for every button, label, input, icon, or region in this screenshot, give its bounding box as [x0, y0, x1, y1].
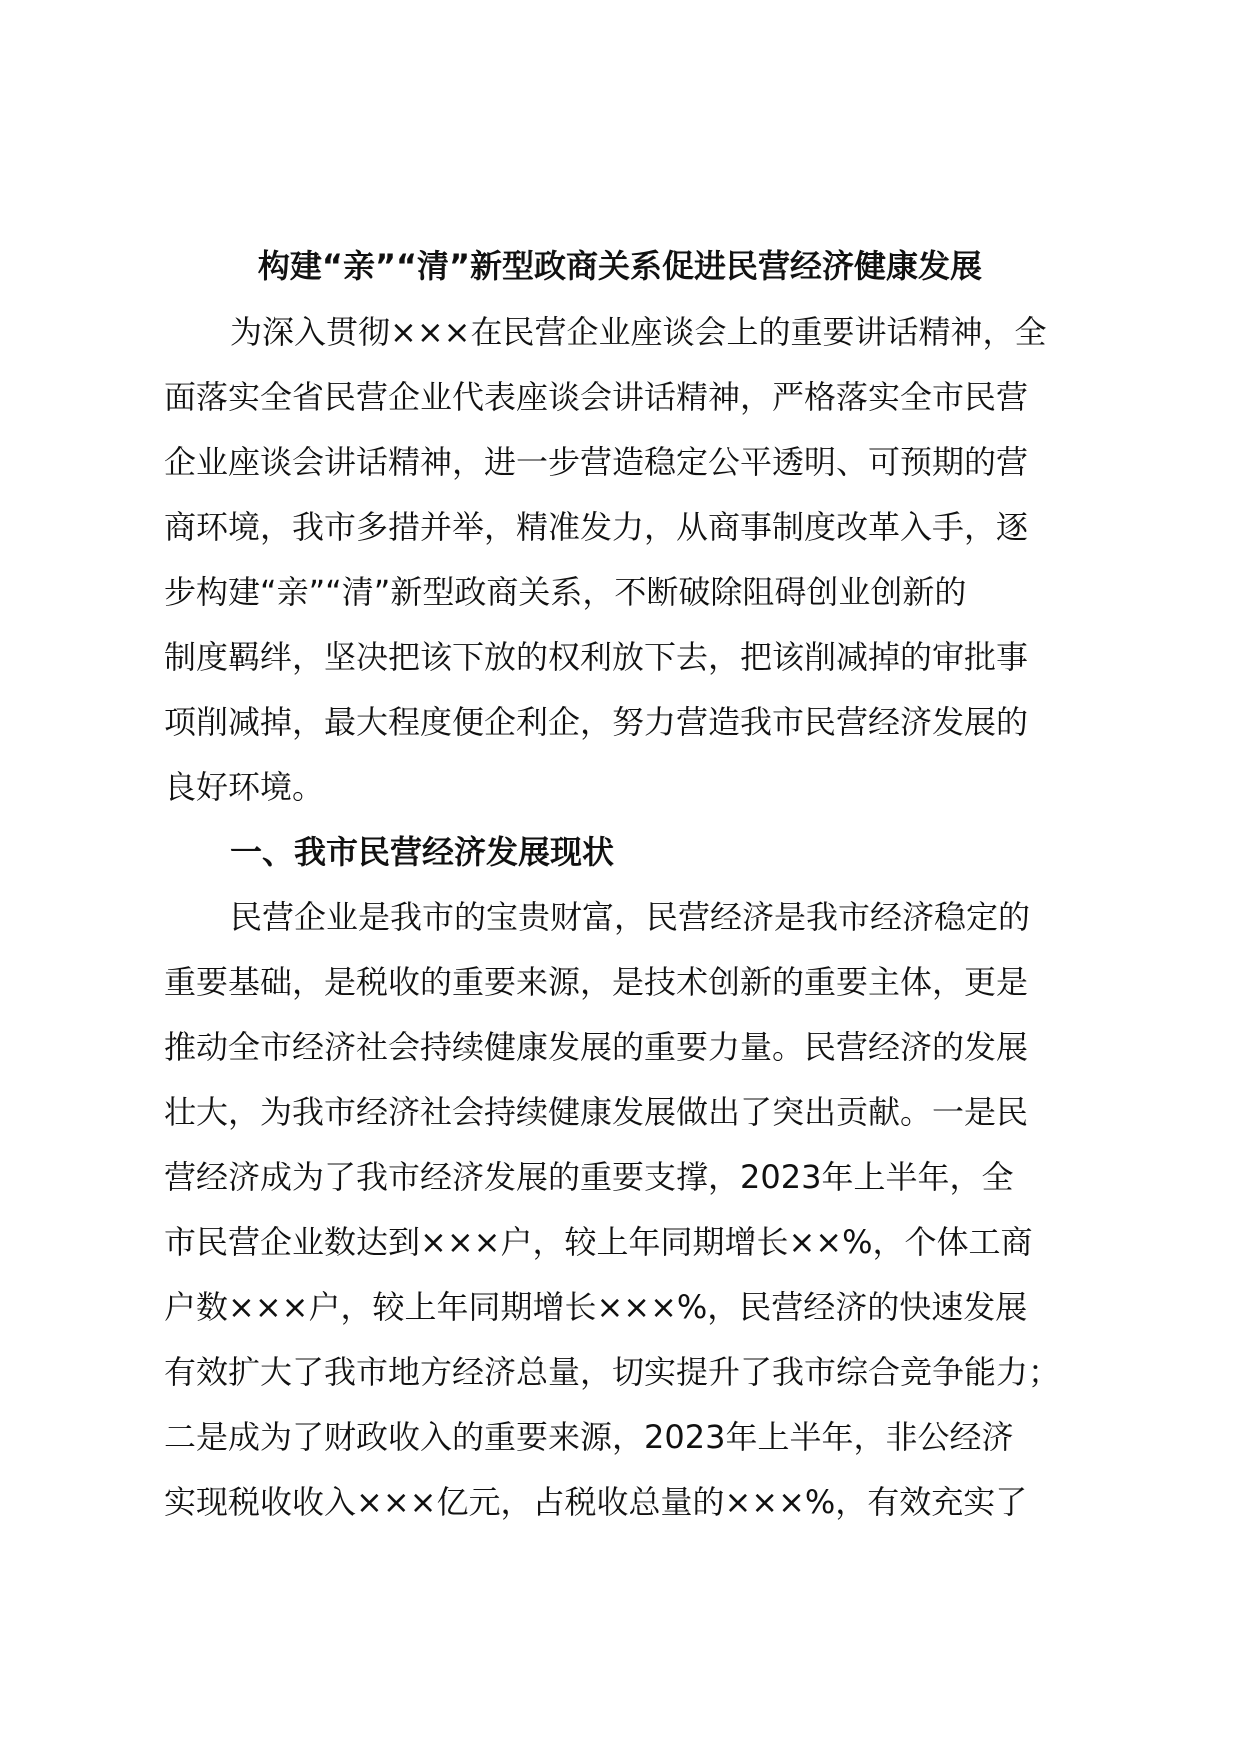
paragraph-line: 实现税收收入×××亿元，占税收总量的×××%，有效充实了: [164, 1483, 1028, 1521]
paragraph-line: 重要基础，是税收的重要来源，是技术创新的重要主体，更是: [164, 963, 1029, 1001]
paragraph-line: 为深入贯彻×××在民营企业座谈会上的重要讲话精神，全: [230, 313, 1047, 351]
paragraph-line: 民营企业是我市的宝贵财富，民营经济是我市经济稳定的: [230, 898, 1031, 936]
paragraph-line: 营经济成为了我市经济发展的重要支撑，2023年上半年，全: [164, 1158, 1014, 1196]
paragraph-line: 企业座谈会讲话精神，进一步营造稳定公平透明、可预期的营: [164, 443, 1029, 481]
document-title: 构建“亲”“清”新型政商关系促进民营经济健康发展: [257, 247, 983, 285]
paragraph-line: 壮大，为我市经济社会持续健康发展做出了突出贡献。一是民: [164, 1093, 1029, 1131]
paragraph-line: 户数×××户，较上年同期增长×××%，民营经济的快速发展: [164, 1288, 1028, 1326]
paragraph-line: 市民营企业数达到×××户，较上年同期增长××%，个体工商: [164, 1223, 1033, 1261]
paragraph-line: 项削减掉，最大程度便企利企，努力营造我市民营经济发展的: [164, 703, 1029, 741]
paragraph-line: 良好环境。: [164, 768, 325, 806]
section-heading: 一、我市民营经济发展现状: [230, 833, 615, 871]
paragraph-line: 二是成为了财政收入的重要来源，2023年上半年，非公经济: [164, 1418, 1014, 1456]
paragraph-line: 面落实全省民营企业代表座谈会讲话精神，严格落实全市民营: [164, 378, 1029, 416]
paragraph-line: 有效扩大了我市地方经济总量，切实提升了我市综合竞争能力；: [164, 1353, 1061, 1391]
paragraph-line: 步构建“亲”“清”新型政商关系，不断破除阻碍创业创新的: [164, 573, 967, 611]
paragraph-line: 推动全市经济社会持续健康发展的重要力量。民营经济的发展: [164, 1028, 1029, 1066]
paragraph-line: 商环境，我市多措并举，精准发力，从商事制度改革入手，逐: [164, 508, 1029, 546]
paragraph-line: 制度羁绊，坚决把该下放的权利放下去，把该削减掉的审批事: [164, 638, 1029, 676]
